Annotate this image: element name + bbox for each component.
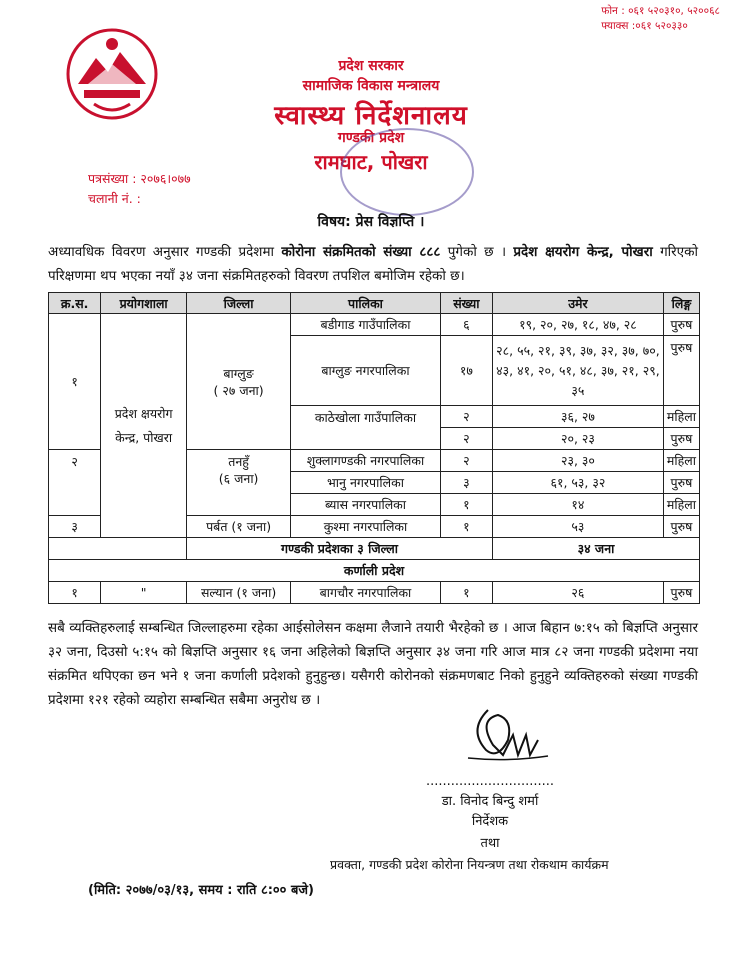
- subject-line: विषय: प्रेस विज्ञप्ति ।: [317, 214, 425, 230]
- palika-cell: शुक्लागण्डकी नगरपालिका: [291, 450, 441, 472]
- sex-cell: पुरुष: [663, 336, 699, 406]
- signatory-role: प्रवक्ता, गण्डकी प्रदेश कोरोना नियन्त्रण तथा रोकथाम कार्यक्रम: [330, 857, 609, 872]
- sex-cell: पुरुष: [663, 472, 699, 494]
- sex-cell: महिला: [663, 494, 699, 516]
- col-header-palika: पालिका: [291, 293, 441, 314]
- district-cell-tanahun: [186, 450, 290, 516]
- sex-cell: पुरुष: [663, 582, 699, 604]
- age-cell: २३, ३०: [492, 450, 663, 472]
- col-header-sn: क्र.स.: [49, 293, 101, 314]
- sn-cell: १: [49, 314, 101, 450]
- total-empty-cell: [49, 538, 187, 560]
- district-cell-salyan: सल्यान (१ जना): [186, 582, 290, 604]
- palika-cell: ब्यास नगरपालिका: [291, 494, 441, 516]
- count-cell: १: [440, 516, 492, 538]
- signatory-title: निर्देशक: [471, 814, 509, 829]
- signature-icon: [458, 700, 558, 770]
- sn-cell: ३: [49, 516, 101, 538]
- intro-text-1: अध्यावधिक विवरण अनुसार गण्डकी प्रदेशमा: [48, 244, 275, 260]
- intro-paragraph: [48, 240, 698, 288]
- karnali-row: [49, 560, 700, 582]
- table-row: [49, 582, 700, 604]
- intro-text-bold-2: प्रदेश क्षयरोग केन्द्र, पोखरा: [513, 244, 653, 260]
- palika-cell: भानु नगरपालिका: [291, 472, 441, 494]
- header-line-3: स्वास्थ्य निर्देशनालय: [274, 101, 468, 131]
- patra-sankhya: पत्रसंख्या : २०७६।०७७: [88, 171, 191, 186]
- date-line: (मिति: २०७७/०३/१३, समय : राति ८:०० बजे): [88, 883, 314, 898]
- col-header-count: संख्या: [440, 293, 492, 314]
- karnali-heading: कर्णाली प्रदेश: [49, 560, 700, 582]
- sex-cell: पुरुष: [663, 516, 699, 538]
- cases-table: [48, 292, 700, 604]
- header-line-1: प्रदेश सरकार: [338, 58, 404, 74]
- contact-block: [601, 4, 720, 34]
- district-tanahun: तनहुँ: [228, 454, 249, 469]
- fax-text: फ्याक्स :०६१ ५२०३३०: [601, 20, 688, 32]
- count-cell: १: [440, 494, 492, 516]
- palika-cell: कुश्मा नगरपालिका: [291, 516, 441, 538]
- count-cell: ६: [440, 314, 492, 336]
- header-line-2: सामाजिक विकास मन्त्रालय: [302, 78, 440, 94]
- age-cell: ६१, ५३, ३२: [492, 472, 663, 494]
- table-header-row: [49, 293, 700, 314]
- district-tanahun-count: (६ जना): [218, 471, 259, 486]
- age-cell: २६: [492, 582, 663, 604]
- lab-cell: प्रदेश क्षयरोग केन्द्र, पोखरा: [101, 314, 187, 538]
- sn-cell: १: [49, 582, 101, 604]
- total-value: ३४ जना: [492, 538, 699, 560]
- palika-cell: बागचौर नगरपालिका: [291, 582, 441, 604]
- footer-paragraph: सबै व्यक्तिहरुलाई सम्बन्धित जिल्लाहरुमा रहेका आईसोलेसन कक्षमा लैजाने तयारी भैरहेको छ । आज बिहान ७:१५ को बिज्ञप्ति अनुसार ३२ जना, दिउसो ५:१५ को बिज्ञप्ति अनुसार १६ जना अहिलेको बिज्ञप्ति अनुसार ३४ जना गरि आज मात्र ८२ जना गण्डकी प्रदेशमा नया संक्रमित थपिएका छन भने १ जना कर्णाली प्रदेशको हुनुहुन्छ। यसैगरी कोरोनको संक्रमणबाट निको हुनुहुने व्यक्तिहरुको संख्या गण्डकी प्रदेशमा १२१ रहेको व्यहोरा सम्बन्धित सबैमा अनुरोध छ ।: [48, 620, 698, 708]
- col-header-sex: लिङ्ग: [663, 293, 699, 314]
- age-cell: ५३: [492, 516, 663, 538]
- palika-cell: बडीगाड गाउँपालिका: [291, 314, 441, 336]
- sn-cell: २: [49, 450, 101, 516]
- total-label: गण्डकी प्रदेशका ३ जिल्ला: [186, 538, 492, 560]
- age-cell: ३६, २७: [492, 406, 663, 428]
- palika-cell: बाग्लुङ नगरपालिका: [291, 336, 441, 406]
- office-seal: [340, 128, 474, 216]
- intro-text-2: पुगेको छ ।: [447, 244, 507, 260]
- header-line-5: रामघाट, पोखरा: [314, 150, 428, 174]
- count-cell: २: [440, 406, 492, 428]
- count-cell: ३: [440, 472, 492, 494]
- header-line-4: गण्डकी प्रदेश: [337, 130, 405, 146]
- col-header-lab: प्रयोगशाला: [101, 293, 187, 314]
- age-cell: २८, ५५, २१, ३९, ३७, ३२, ३७, ७०, ४३, ४१, २०, ५१, ४८, ३७, २१, २९, ३५: [492, 336, 663, 406]
- district-cell-parbat: पर्बत (१ जना): [186, 516, 290, 538]
- age-cell: १९, २०, २७, १८, ४७, २८: [492, 314, 663, 336]
- district-cell-baglung: [186, 314, 290, 450]
- sex-cell: महिला: [663, 450, 699, 472]
- sex-cell: पुरुष: [663, 428, 699, 450]
- phone-text: फोन : ०६१ ५२०३१०, ५२००६८: [601, 5, 720, 17]
- palika-cell: काठेखोला गाउँपालिका: [291, 406, 441, 450]
- chalani-number: चलानी नं. :: [88, 191, 141, 206]
- sex-cell: पुरुष: [663, 314, 699, 336]
- col-header-district: जिल्ला: [186, 293, 290, 314]
- count-cell: १: [440, 582, 492, 604]
- intro-text-3: गरिएको परिक्षणमा थप भएका नयाँ ३४ जना संक्रमितहरुको विवरण तपशिल बमोजिम रहेको छ।: [48, 244, 699, 284]
- col-header-age: उमेर: [492, 293, 663, 314]
- sex-cell: महिला: [663, 406, 699, 428]
- lab-cell: ": [101, 582, 187, 604]
- signatory-and: तथा: [480, 836, 500, 851]
- count-cell: २: [440, 450, 492, 472]
- count-cell: २: [440, 428, 492, 450]
- total-row: [49, 538, 700, 560]
- district-baglung: बाग्लुङ: [223, 365, 254, 381]
- table-row: [49, 314, 700, 336]
- age-cell: २०, २३: [492, 428, 663, 450]
- count-cell: १७: [440, 336, 492, 406]
- district-baglung-count: ( २७ जना): [213, 382, 264, 398]
- signature-dots: ...............................: [425, 774, 555, 789]
- signatory-name: डा. विनोद बिन्दु शर्मा: [441, 794, 539, 809]
- intro-text-bold-1: कोरोना संक्रमितको संख्या ८८८: [281, 244, 441, 260]
- age-cell: १४: [492, 494, 663, 516]
